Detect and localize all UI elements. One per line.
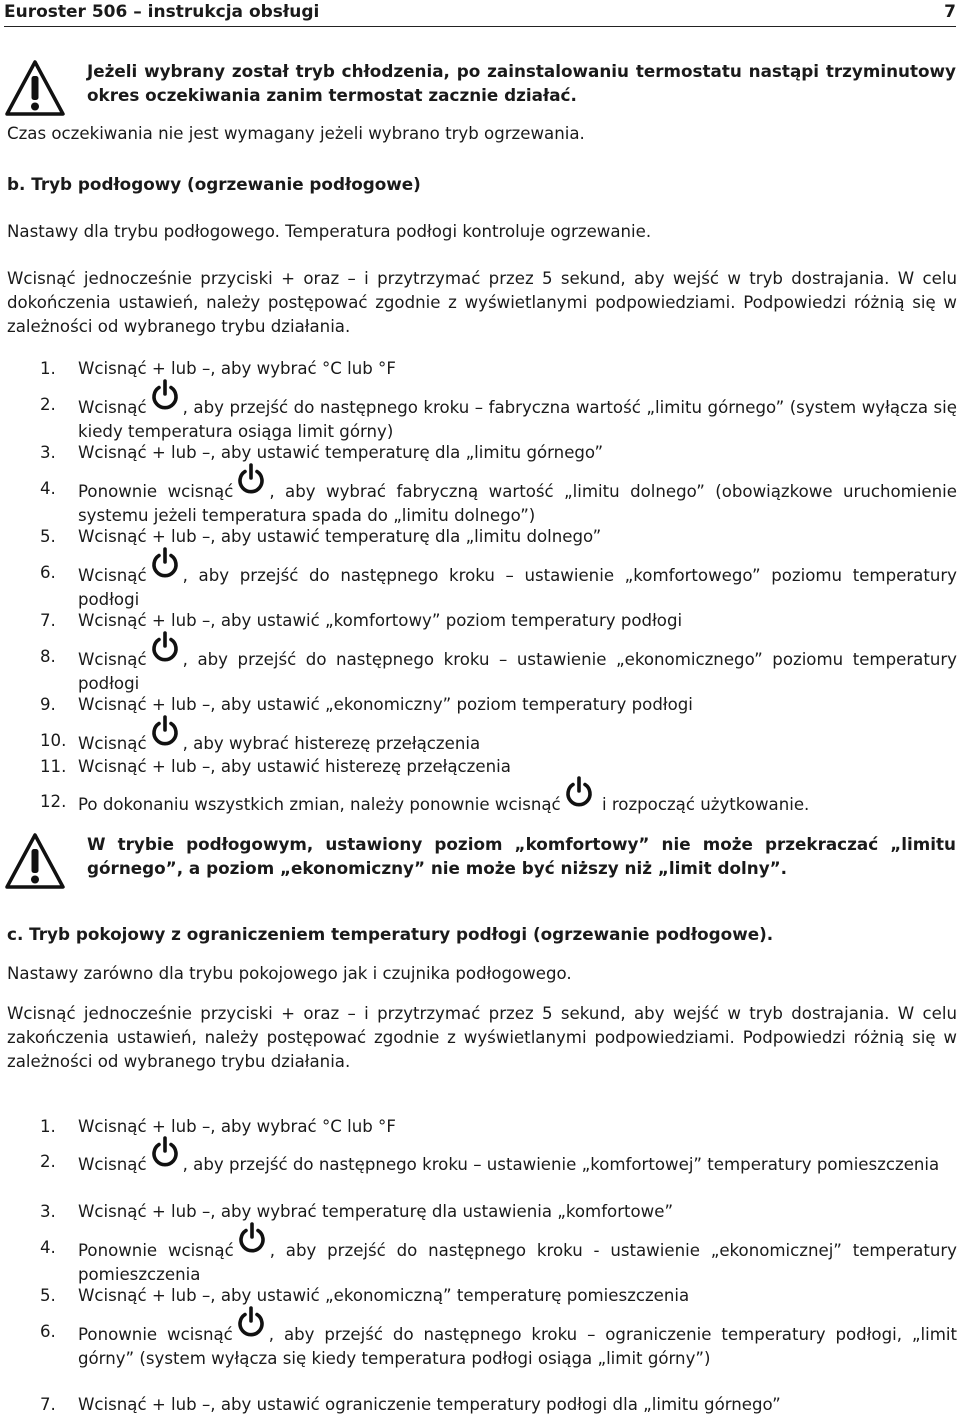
step-text — [78, 645, 957, 696]
power-button-icon — [235, 1320, 267, 1342]
section-b-paragraph: Wcisnąć jednocześnie przyciski + oraz – i przytrzymać przez 5 sekund, aby wejść w tryb dostrajania. W celu dokończenia ustawień, należy postępować zgodnie z wyświetlanymi podpowiedziami. Podpowiedzi różnią się w zależności od wybranego trybu działania. — [7, 269, 957, 336]
step-text — [78, 1200, 957, 1224]
power-button-icon — [235, 477, 267, 499]
step-text-part: Wcisnąć + lub –, aby ustawić „ekonomiczną” temperaturę pomieszczenia — [78, 1286, 690, 1305]
note-heating: Czas oczekiwania nie jest wymagany jeżeli wybrano tryb ogrzewania. — [7, 124, 585, 143]
step-text-part: Wcisnąć + lub –, aby ustawić temperaturę dla „limitu górnego” — [78, 443, 604, 462]
step-number: 11. — [40, 757, 67, 776]
step-text-part: Wcisnąć + lub –, aby ustawić „komfortowy” poziom temperatury podłogi — [78, 611, 683, 630]
step-text-part: , aby przejść do następnego kroku – ustawienie „ekonomicznego” poziomu temperatury podłogi — [78, 650, 957, 693]
step-number: 7. — [40, 611, 56, 630]
warning-box-cooling — [4, 59, 956, 107]
step-number: 7. — [40, 1395, 56, 1414]
section-b-heading: b. Tryb podłogowy (ogrzewanie podłogowe) — [7, 174, 421, 194]
step-number: 10. — [40, 731, 67, 750]
step-text-part: Wcisnąć + lub –, aby ustawić „ekonomiczny” poziom temperatury podłogi — [78, 695, 693, 714]
step-text-part: Ponownie wcisnąć — [78, 482, 234, 501]
section-c-paragraph: Wcisnąć jednocześnie przyciski + oraz – i przytrzymać przez 5 sekund, aby wejść w tryb dostrajania. W celu zakończenia ustawień, należy postępować zgodnie z wyświetlanymi podpowiedziami. Podpowiedzi różnią się w zależności od wybranego trybu działania. — [7, 1004, 957, 1071]
step-text — [78, 477, 957, 528]
step-text-part: Wcisnąć — [78, 398, 147, 417]
list-item — [40, 729, 957, 756]
step-text-part: Wcisnąć — [78, 734, 147, 753]
step-text-part: , aby przejść do następnego kroku – ustawienie „komfortowego” poziomu temperatury podłogi — [78, 566, 957, 609]
step-number: 12. — [40, 792, 67, 811]
step-text — [78, 393, 957, 444]
step-text-part: , aby przejść do następnego kroku – fabryczna wartość „limitu górnego” (system wyłącza się kiedy temperatura osiąga limit górny) — [78, 398, 957, 441]
warning-text: W trybie podłogowym, ustawiony poziom „komfortowy” nie może przekraczać „limitu górnego”, a poziom „ekonomiczny” nie może być niższy niż „limit dolny”. — [87, 834, 956, 878]
step-text — [78, 525, 957, 549]
step-text — [78, 1236, 957, 1287]
step-text-part: Wcisnąć + lub –, aby wybrać °C lub °F — [78, 359, 396, 378]
step-text — [78, 693, 957, 717]
step-text-part: , aby przejść do następnego kroku – ustawienie „komfortowej” temperatury pomieszczenia — [182, 1155, 940, 1174]
step-text — [78, 1115, 957, 1139]
list-item — [40, 1393, 957, 1417]
list-item — [40, 525, 957, 549]
step-text — [78, 1393, 957, 1417]
step-text-part: , aby wybrać histerezę przełączenia — [182, 734, 481, 753]
step-text — [78, 1150, 957, 1177]
step-text — [78, 609, 957, 633]
document-title: Euroster 506 – instrukcja obsługi — [4, 2, 320, 22]
step-text — [78, 441, 957, 465]
step-number: 6. — [40, 563, 56, 582]
list-item — [40, 755, 957, 779]
power-button-icon — [149, 645, 181, 667]
power-button-icon — [149, 729, 181, 751]
step-text-part: Wcisnąć + lub –, aby ustawić ograniczenie temperatury podłogi dla „limitu górnego” — [78, 1395, 781, 1414]
power-button-icon — [149, 561, 181, 583]
list-item — [40, 441, 957, 465]
warning-text: Jeżeli wybrany został tryb chłodzenia, po zainstalowaniu termostatu nastąpi trzyminutowy okres oczekiwania zanim termostat zacznie działać. — [87, 61, 956, 105]
power-button-icon — [149, 1150, 181, 1172]
step-number: 5. — [40, 1286, 56, 1305]
step-text-part: Po dokonaniu wszystkich zmian, należy ponownie wcisnąć — [78, 795, 561, 814]
list-item — [40, 561, 957, 612]
step-text-part: Wcisnąć — [78, 566, 147, 585]
step-text-part: Wcisnąć + lub –, aby ustawić histerezę przełączenia — [78, 757, 511, 776]
power-button-icon — [149, 393, 181, 415]
step-number: 4. — [40, 1238, 56, 1257]
list-item — [40, 1150, 957, 1177]
step-number: 2. — [40, 1152, 56, 1171]
step-text-part: Ponownie wcisnąć — [78, 1241, 234, 1260]
list-item — [40, 357, 957, 381]
step-text-part: Wcisnąć + lub –, aby wybrać temperaturę dla ustawienia „komfortowe” — [78, 1202, 674, 1221]
section-b-intro: Nastawy dla trybu podłogowego. Temperatura podłogi kontroluje ogrzewanie. — [7, 222, 652, 241]
list-item — [40, 393, 957, 444]
step-text-part: Ponownie wcisnąć — [78, 1325, 233, 1344]
step-number: 1. — [40, 359, 56, 378]
step-number: 9. — [40, 695, 56, 714]
step-text — [78, 561, 957, 612]
step-text-part: , aby przejść do następnego kroku - ustawienie „ekonomicznej” temperatury pomieszczenia — [78, 1241, 957, 1284]
list-item — [40, 1200, 957, 1224]
page-number: 7 — [944, 2, 956, 22]
step-text — [78, 357, 957, 381]
step-number: 3. — [40, 443, 56, 462]
step-number: 3. — [40, 1202, 56, 1221]
step-text-part: Wcisnąć — [78, 1155, 147, 1174]
step-text-part: Wcisnąć — [78, 650, 147, 669]
step-text-part: Wcisnąć + lub –, aby wybrać °C lub °F — [78, 1117, 396, 1136]
warning-box-floor — [4, 832, 956, 880]
list-item — [40, 477, 957, 528]
list-item — [40, 1284, 957, 1308]
step-text — [78, 790, 957, 817]
step-number: 1. — [40, 1117, 56, 1136]
step-number: 8. — [40, 647, 56, 666]
page-header — [4, 0, 956, 27]
step-text-part: , aby przejść do następnego kroku – ograniczenie temperatury podłogi, „limit górny” (system wyłącza się kiedy temperatura podłogi osiąga „limit górny”) — [78, 1325, 957, 1368]
list-item — [40, 1320, 957, 1371]
step-number: 4. — [40, 479, 56, 498]
step-text — [78, 755, 957, 779]
step-text — [78, 1320, 957, 1371]
power-button-icon — [563, 790, 595, 812]
list-item — [40, 693, 957, 717]
step-text-part: Wcisnąć + lub –, aby ustawić temperaturę dla „limitu dolnego” — [78, 527, 602, 546]
step-number: 6. — [40, 1322, 56, 1341]
step-number: 2. — [40, 395, 56, 414]
list-item — [40, 645, 957, 696]
power-button-icon — [236, 1236, 268, 1258]
section-c-heading: c. Tryb pokojowy z ograniczeniem temperatury podłogi (ogrzewanie podłogowe). — [7, 924, 774, 944]
warning-triangle-icon — [4, 59, 66, 117]
list-item — [40, 1236, 957, 1287]
step-text — [78, 729, 957, 756]
step-text-part: i rozpocząć użytkowanie. — [596, 795, 810, 814]
step-number: 5. — [40, 527, 56, 546]
section-c-intro: Nastawy zarówno dla trybu pokojowego jak i czujnika podłogowego. — [7, 964, 572, 983]
warning-triangle-icon — [4, 832, 66, 890]
step-text-part: , aby wybrać fabryczną wartość „limitu dolnego” (obowiązkowe uruchomienie systemu jeżeli temperatura spada do „limitu dolnego”) — [78, 482, 957, 525]
list-item — [40, 790, 957, 817]
list-item — [40, 609, 957, 633]
step-text — [78, 1284, 957, 1308]
